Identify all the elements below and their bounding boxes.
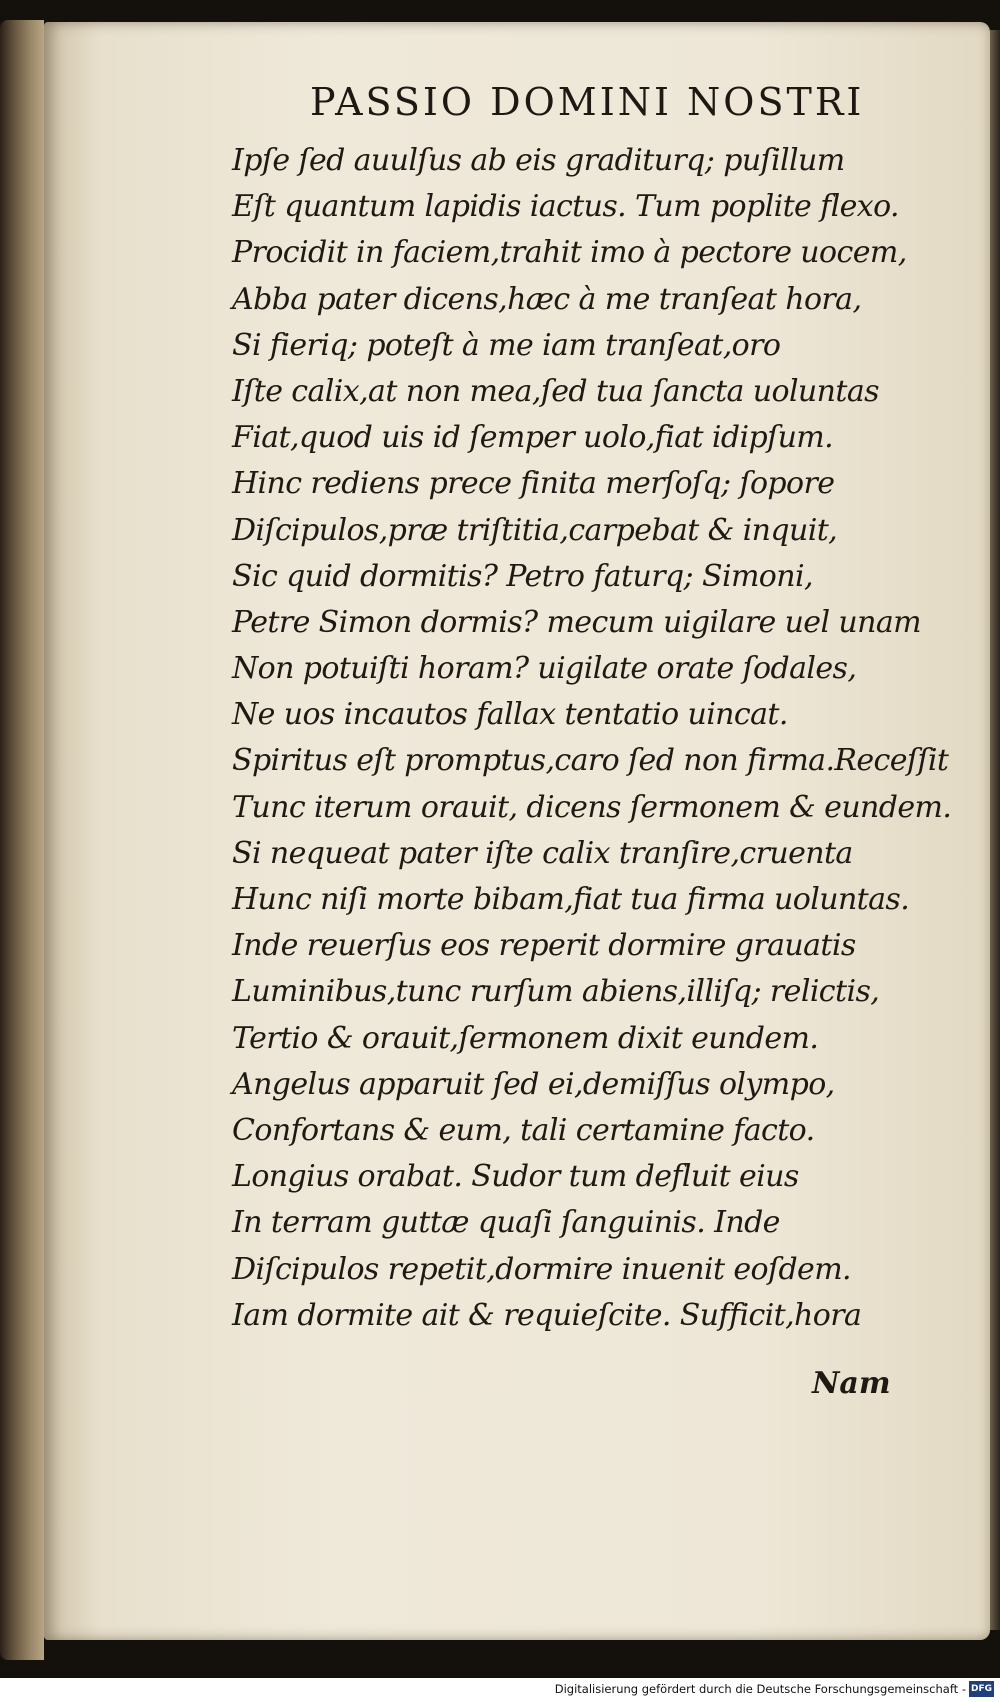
verse-line: Ne uos incautos fallax tentatio uincat. [232,697,788,733]
verse-line: Si fieriq; poteſt à me iam tranſeat,oro [232,327,781,363]
verse-line: Sic quid dormitis? Petro faturq; Simoni, [232,558,813,594]
catchword: Nam [812,1366,891,1401]
verse-line: Petre Simon dormis? mecum uigilare uel unam [232,604,921,640]
verse-line: Iam dormite ait & requieſcite. Sufficit,hora [232,1297,862,1333]
dfg-logo: DFG [969,1681,994,1697]
verse-line: Eſt quantum lapidis iactus. Tum poplite flexo. [232,189,899,225]
book-spine [0,20,44,1660]
running-header: PASSIO DOMINI NOSTRI [310,80,865,124]
verse-text [232,138,952,1339]
verse-line: Abba pater dicens,hæc à me tranſeat hora, [232,281,862,317]
verse-line: In terram guttæ quaſi ſanguinis. Inde [232,1205,780,1241]
verse-line: Angelus apparuit ſed ei,demiſſus olympo, [232,1066,835,1102]
verse-line: Non potuiſti horam? uigilate orate ſodales, [232,651,857,687]
verse-line: Inde reuerſus eos reperit dormire grauatis [232,928,856,964]
verse-line: Hunc niſi morte bibam,fiat tua firma uoluntas. [232,882,910,917]
verse-line: Luminibus,tunc rurſum abiens,illiſq; relictis, [232,974,880,1010]
verse-line: Procidit in faciem,trahit imo à pectore uocem, [232,235,907,271]
verse-line: Tertio & orauit,ſermonem dixit eundem. [232,1020,819,1056]
verse-line: Iſte calix,at non mea,ſed tua ſancta uoluntas [232,373,879,409]
verse-line: Spiritus eſt promptus,caro ſed non firma.Receſſit [232,743,949,779]
page-edge [990,30,1000,1630]
verse-line: Hinc rediens prece finita merſoſq; ſopore [232,466,835,502]
verse-line: Confortans & eum, tali certamine facto. [232,1112,815,1148]
verse-line: Tunc iterum orauit, dicens ſermonem & eundem. [232,789,952,825]
verse-line: Diſcipulos repetit,dormire inuenit eoſdem. [232,1251,851,1287]
footer-credit: Digitalisierung gefördert durch die Deutsche Forschungsgemeinschaft - [554,1682,966,1696]
verse-line: Ipſe ſed auulſus ab eis graditurq; puſillum [232,143,845,178]
verse-line: Longius orabat. Sudor tum defluit eius [232,1159,799,1195]
verse-line: Fiat,quod uis id ſemper uolo,fiat idipſum. [232,420,834,456]
verse-line: Diſcipulos,præ triſtitia,carpebat & inquit, [232,512,838,548]
verse-line: Si nequeat pater iſte calix tranſire,cruenta [232,835,853,871]
